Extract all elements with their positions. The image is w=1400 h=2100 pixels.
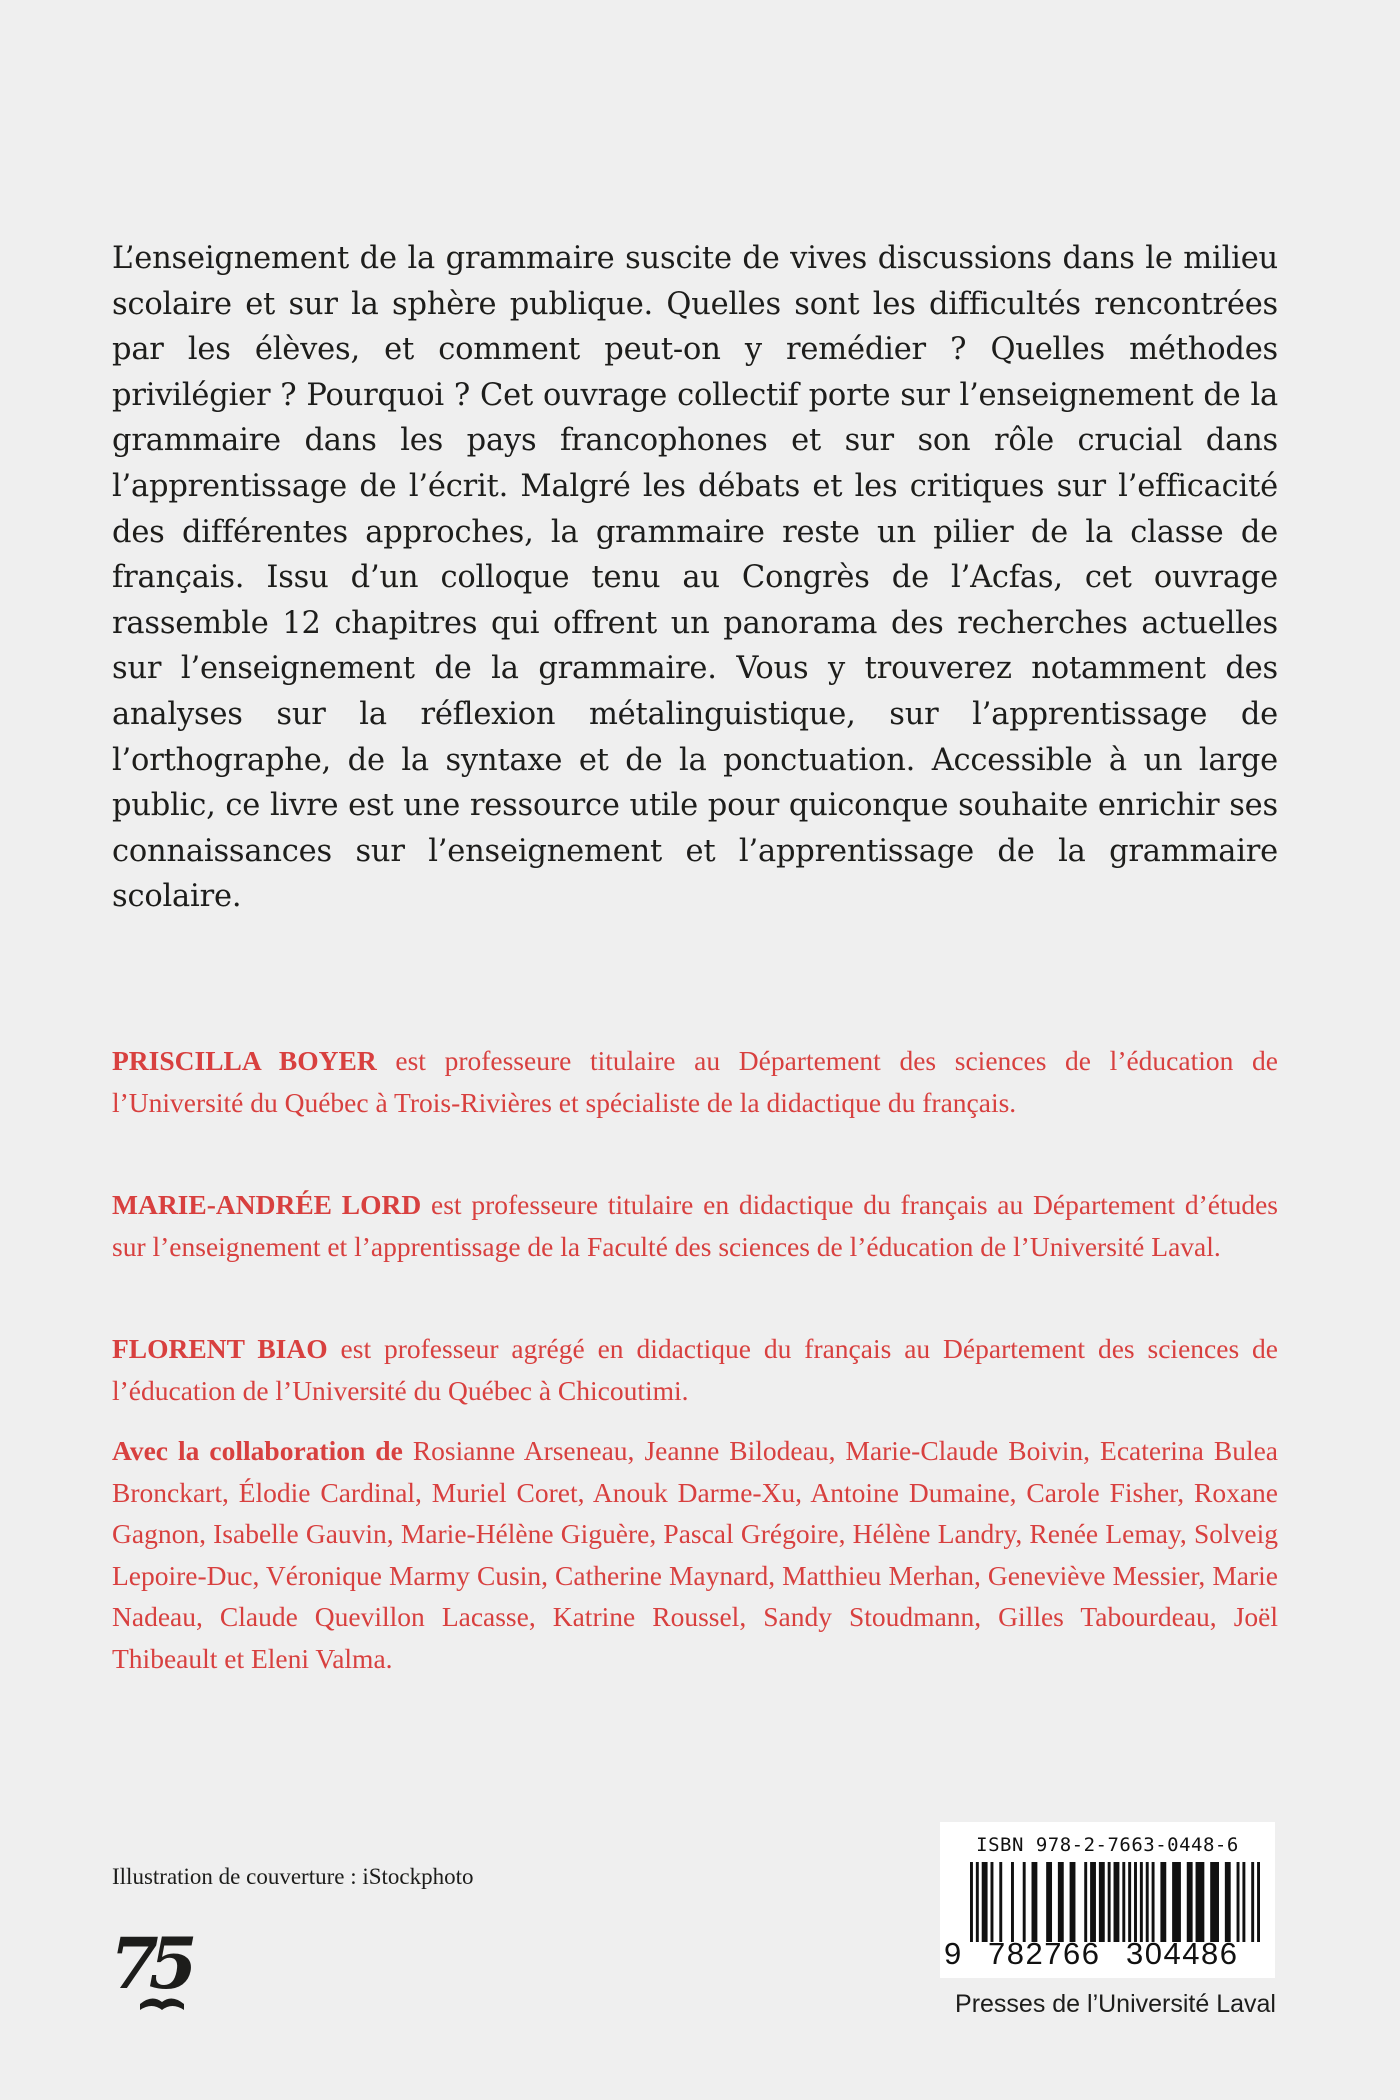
barcode-bar: [1058, 1862, 1064, 1942]
barcode-bar: [1146, 1862, 1149, 1942]
barcode-bar: [1023, 1862, 1026, 1942]
author-description: est professeure titulaire au Département des sciences de l’éducation de l’Université du Québec à Trois-Rivières et spécialiste de la didactique du français.: [112, 1045, 1278, 1118]
collaborator-names: Rosianne Arseneau, Jeanne Bilodeau, Marie-Claude Boivin, Ecaterina Bulea Bronckart, Élodie Cardinal, Muriel Coret, Anouk Darme-Xu, Antoine Dumaine, Carole Fisher, Roxane Gagnon, Isabelle Gauvin, Marie-Hélène Giguère, Pascal Grégoire, Hélène Landry, Renée Lemay, Solveig Lepoire-Duc, Véronique Marmy Cusin, Catherine Maynard, Matthieu Merhan, Geneviève Messier, Marie Nadeau, Claude Quevillon Lacasse, Katrine Roussel, Sandy Stoudmann, Gilles Tabourdeau, Joël Thibeault et Eleni Valma.: [112, 1435, 1279, 1674]
author-description: est professeure titulaire en didactique du français au Département d’études sur l’enseignement et l’apprentissage de la Faculté des sciences de l’éducation de l’Université Laval.: [112, 1189, 1278, 1262]
ean-first-digit: 9: [944, 1936, 962, 1971]
isbn-label: ISBN 978-2-7663-0448-6: [976, 1834, 1239, 1856]
back-cover-blurb: L’enseignement de la grammaire suscite de vives discussions dans le milieu scolaire et sur la sphère publique. Quelles sont les difficultés rencontrées par les élèves, et comment peut-on y remédier ? Quelles méthodes privilégier ? Pourquoi ? Cet ouvrage collectif porte sur l’enseignement de la grammaire dans les pays francophones et sur son rôle crucial dans l’apprentissage de l’écrit. Malgré les débats et les critiques sur l’efficacité des différentes approches, la grammaire reste un pilier de la classe de français. Issu d’un colloque tenu au Congrès de l’Acfas, cet ouvrage rassemble 12 chapitres qui offrent un panorama des recherches actuelles sur l’enseignement de la grammaire. Vous y trouverez notamment des analyses sur la réflexion métalinguistique, sur l’apprentissage de l’orthographe, de la syntaxe et de la ponctuation. Accessible à un large public, ce livre est une ressource utile pour quiconque souhaite enrichir ses connaissances sur l’enseignement et l’apprentissage de la grammaire scolaire.: [112, 241, 1278, 915]
barcode-bar: [1257, 1862, 1260, 1942]
barcode-bar: [1237, 1862, 1240, 1942]
isbn-barcode: [940, 1822, 1275, 1978]
anniversary-75-logo: [110, 1926, 210, 2016]
barcode-bar: [1099, 1862, 1105, 1942]
barcode-bar: [1134, 1862, 1137, 1942]
barcode-bar: [1032, 1862, 1038, 1942]
publisher-name: Presses de l’Université Laval: [955, 1990, 1276, 2018]
author-name: FLORENT BIAO: [112, 1333, 328, 1364]
barcode-bar: [1140, 1862, 1143, 1942]
barcode-bar: [1242, 1862, 1245, 1942]
ean-left-group: 782766: [988, 1936, 1101, 1971]
barcode-bar: [1011, 1862, 1014, 1942]
barcode-bar: [1128, 1862, 1131, 1942]
barcode-bar: [1070, 1862, 1076, 1942]
author-name: PRISCILLA BOYER: [112, 1045, 377, 1076]
barcode-bar: [970, 1862, 973, 1942]
barcode-bar: [991, 1862, 994, 1942]
author-bio-boyer: [112, 1040, 1278, 1123]
author-bio-lord: [112, 1184, 1278, 1267]
author-bio-biao: [112, 1328, 1278, 1411]
barcode-bar: [1225, 1862, 1231, 1942]
collaboration-label: Avec la collaboration de: [112, 1435, 403, 1466]
barcode-bars: [970, 1862, 1260, 1942]
barcode-bar: [1090, 1862, 1096, 1942]
barcode-bar: [1210, 1862, 1219, 1942]
barcode-bar: [1084, 1862, 1087, 1942]
barcode-bar: [976, 1862, 979, 1942]
barcode-bar: [1046, 1862, 1052, 1942]
author-description: est professeur agrégé en didactique du français au Département des sciences de l’éducation de l’Université du Québec à Chicoutimi.: [112, 1333, 1278, 1406]
collaborators: [112, 1430, 1278, 1680]
cover-illustration-credit: Illustration de couverture : iStockphoto: [112, 1864, 474, 1889]
barcode-bar: [1196, 1862, 1205, 1942]
barcode-bar: [1108, 1862, 1111, 1942]
author-name: MARIE-ANDRÉE LORD: [112, 1189, 422, 1220]
logo-number: 75: [110, 1926, 188, 2005]
barcode-bar: [1172, 1862, 1181, 1942]
barcode-bar: [1160, 1862, 1166, 1942]
ean-right-group: 304486: [1126, 1936, 1239, 1971]
barcode-bar: [1152, 1862, 1155, 1942]
barcode-bar: [1122, 1862, 1125, 1942]
barcode-bar: [1114, 1862, 1120, 1942]
barcode-bar: [982, 1862, 988, 1942]
barcode-bar: [999, 1862, 1002, 1942]
barcode-bar: [1251, 1862, 1254, 1942]
barcode-bar: [1187, 1862, 1193, 1942]
